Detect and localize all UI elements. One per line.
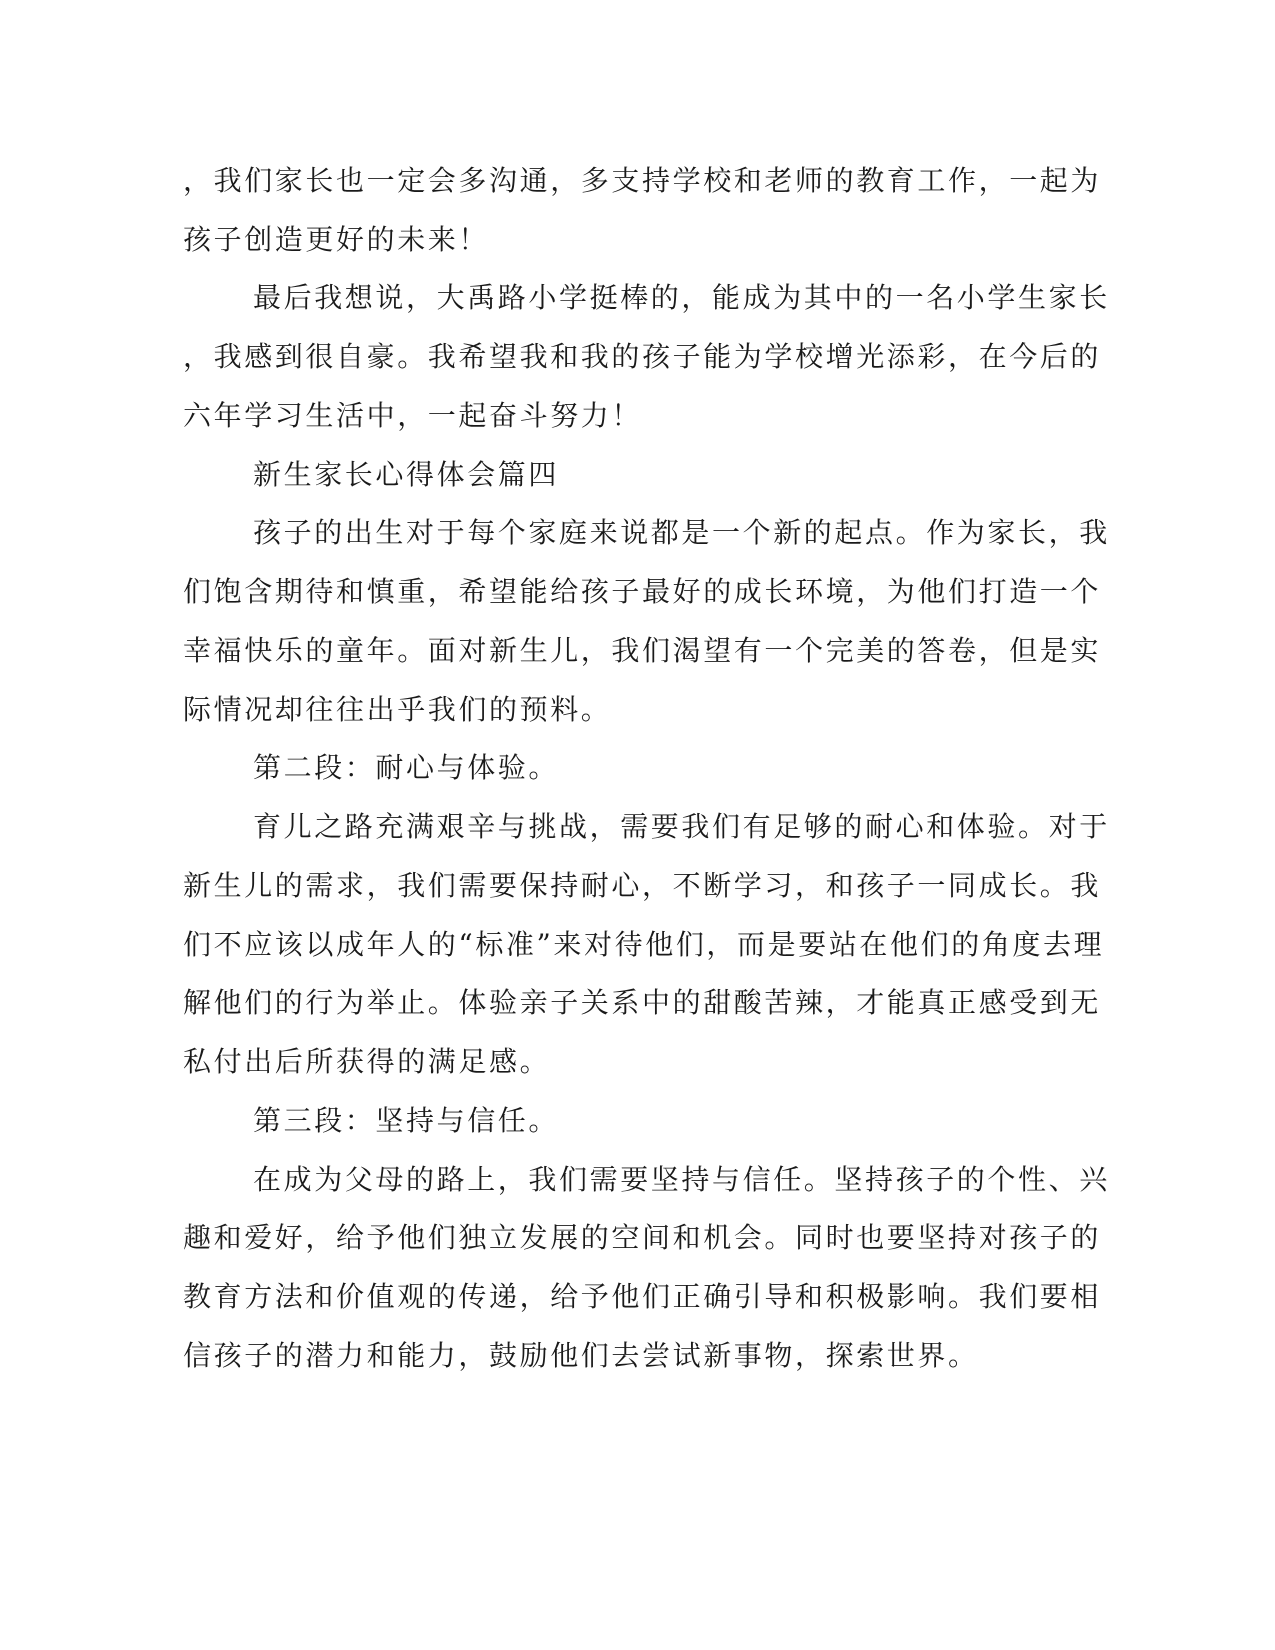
text-line: 私付出后所获得的满足感。 bbox=[183, 1045, 551, 1078]
text-line: 际情况却往往出乎我们的预料。 bbox=[183, 693, 612, 726]
text-line: 在成为父母的路上，我们需要坚持与信任。坚持孩子的个性、兴 bbox=[253, 1163, 1110, 1196]
text-line: 孩子的出生对于每个家庭来说都是一个新的起点。作为家长，我 bbox=[253, 516, 1110, 549]
text-line: 孩子创造更好的未来！ bbox=[183, 223, 490, 256]
section-heading: 第二段：耐心与体验。 bbox=[253, 751, 560, 784]
text-line: 们饱含期待和慎重，希望能给孩子最好的成长环境，为他们打造一个 bbox=[183, 575, 1102, 608]
text-line: 幸福快乐的童年。面对新生儿，我们渴望有一个完美的答卷，但是实 bbox=[183, 634, 1102, 667]
text-line: 教育方法和价值观的传递，给予他们正确引导和积极影响。我们要相 bbox=[183, 1280, 1102, 1313]
text-line: 育儿之路充满艰辛与挑战，需要我们有足够的耐心和体验。对于 bbox=[253, 810, 1110, 843]
text-line: 解他们的行为举止。体验亲子关系中的甜酸苦辣，才能真正感受到无 bbox=[183, 986, 1102, 1019]
text-line: 趣和爱好，给予他们独立发展的空间和机会。同时也要坚持对孩子的 bbox=[183, 1221, 1102, 1254]
text-line: ，我们家长也一定会多沟通，多支持学校和老师的教育工作，一起为 bbox=[183, 164, 1102, 197]
text-line: 六年学习生活中，一起奋斗努力！ bbox=[183, 399, 643, 432]
text-line: 信孩子的潜力和能力，鼓励他们去尝试新事物，探索世界。 bbox=[183, 1339, 979, 1372]
text-line: 新生儿的需求，我们需要保持耐心，不断学习，和孩子一同成长。我 bbox=[183, 869, 1102, 902]
section-heading: 新生家长心得体会篇四 bbox=[253, 458, 560, 491]
text-line: 们不应该以成年人的“标准”来对待他们，而是要站在他们的角度去理 bbox=[183, 928, 1105, 961]
text-line: ，我感到很自豪。我希望我和我的孩子能为学校增光添彩，在今后的 bbox=[183, 340, 1102, 373]
section-heading: 第三段：坚持与信任。 bbox=[253, 1104, 560, 1137]
text-line: 最后我想说，大禹路小学挺棒的，能成为其中的一名小学生家长 bbox=[253, 281, 1110, 314]
